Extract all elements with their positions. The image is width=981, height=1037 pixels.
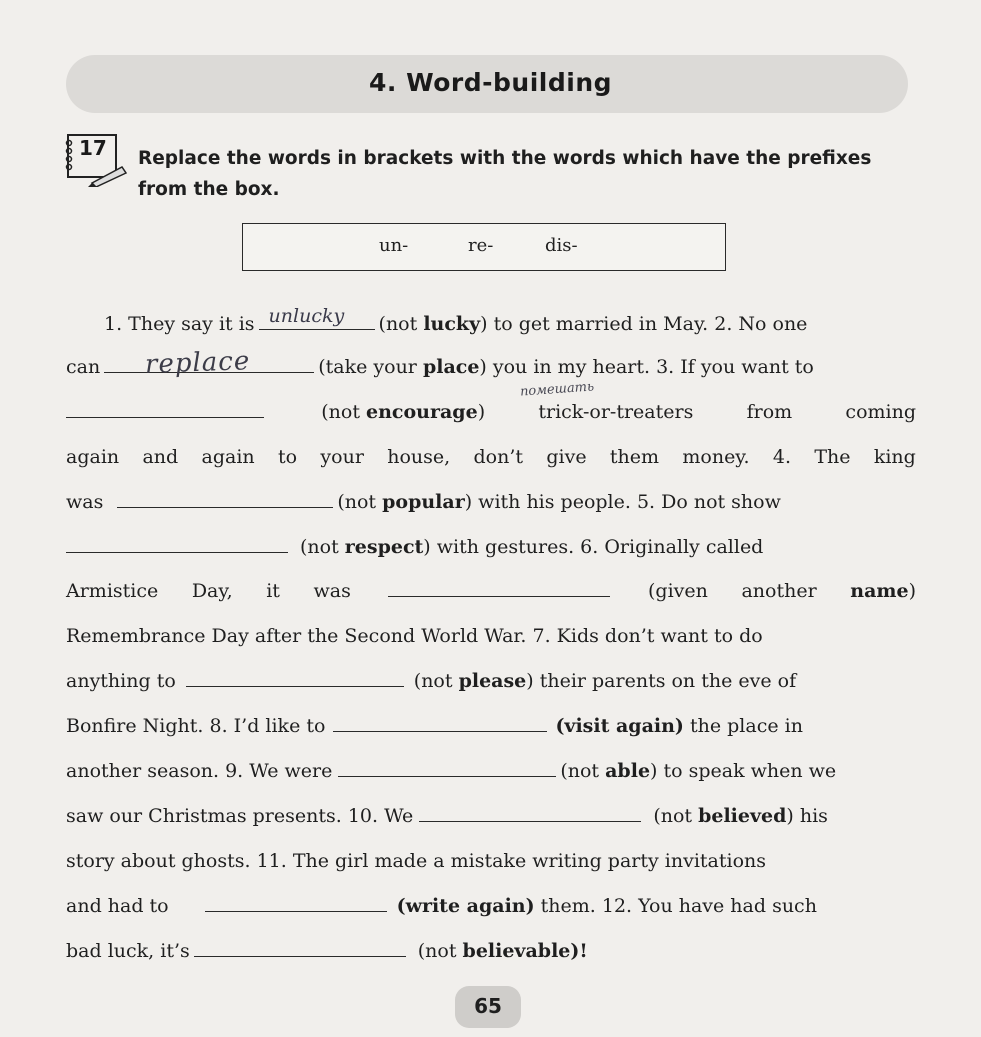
text-line-9 (66, 664, 916, 698)
text-line-3 (66, 395, 916, 429)
text-segment: another season. 9. We were (66, 760, 333, 782)
text-segment: ) to speak when we (650, 760, 837, 782)
text-segment: ) his (786, 805, 828, 827)
text-segment: anything (66, 670, 151, 692)
text-segment: and (142, 446, 179, 468)
text-segment: trick-or-treaters (538, 401, 694, 423)
text-line-11 (66, 754, 916, 788)
text-segment: ) you in my heart. 3. If you want to (479, 356, 814, 378)
answer-blank-9[interactable] (338, 754, 556, 777)
text-segment: (not (417, 940, 457, 962)
text-segment: (not (337, 491, 377, 513)
prefix-un: un- (379, 235, 409, 256)
text-segment: Day, (191, 580, 233, 602)
handwritten-note: помешать (519, 379, 595, 400)
key-word: (write again) (396, 895, 535, 917)
key-word: respect (344, 536, 424, 558)
text-segment: money. (682, 446, 750, 468)
text-line-5 (66, 485, 916, 519)
key-word: please (458, 670, 527, 692)
text-segment: to (278, 446, 298, 468)
text-segment: them. 12. You have had such (540, 895, 817, 917)
text-segment: it (266, 580, 280, 602)
exercise-instruction (138, 143, 918, 205)
handwritten-answer-2: replace (144, 346, 251, 380)
handwritten-answer-1: unlucky (268, 305, 345, 327)
section-title: 4. Word-building (368, 68, 613, 97)
key-word: believed (698, 805, 787, 827)
text-segment: bad luck, it’s (66, 940, 190, 962)
text-segment: to (156, 670, 176, 692)
text-segment: don’t (473, 446, 524, 468)
text-segment: ) (908, 580, 916, 602)
text-segment: (not (560, 760, 600, 782)
text-segment: story about ghosts. 11. The girl made a mistake writing party invitations (66, 850, 767, 872)
answer-blank-4[interactable] (117, 485, 333, 508)
text-segment: again (66, 446, 120, 468)
text-segment: can (66, 356, 101, 378)
text-segment: your (320, 446, 364, 468)
text-line-14 (66, 889, 916, 923)
text-segment: king (873, 446, 916, 468)
exercise-number: 17 (79, 136, 107, 160)
answer-blank-11[interactable] (205, 889, 387, 912)
text-segment: coming (845, 401, 916, 423)
instruction-line-2: from the box. (138, 179, 280, 200)
text-line-1 (104, 305, 916, 339)
answer-blank-3[interactable] (66, 395, 264, 418)
text-segment: give (546, 446, 587, 468)
prefix-re: re- (468, 235, 494, 256)
text-line-10 (66, 709, 916, 743)
text-segment: the place in (689, 715, 803, 737)
answer-blank-7[interactable] (186, 664, 404, 687)
text-segment: (not (300, 536, 339, 558)
text-segment: was (66, 491, 104, 513)
text-segment: ) (477, 401, 486, 423)
page-number: 65 (474, 994, 502, 1018)
text-segment: ) with gestures. 6. Originally called (423, 536, 764, 558)
text-segment: and had to (66, 895, 169, 917)
text-segment: ) to get married in May. 2. No one (480, 313, 808, 335)
key-word: able (605, 760, 651, 782)
text-line-6 (66, 530, 916, 564)
key-word: name (850, 580, 909, 602)
text-line-12 (66, 799, 916, 833)
text-line-15 (66, 934, 916, 968)
text-segment: )! (570, 940, 588, 962)
text-segment: another (741, 580, 817, 602)
text-segment: 4. (772, 446, 792, 468)
text-line-8 (66, 619, 916, 653)
text-segment: (not (653, 805, 693, 827)
text-segment: them (609, 446, 660, 468)
text-segment: again (201, 446, 255, 468)
text-segment: (not (378, 313, 418, 335)
key-word: place (422, 356, 480, 378)
answer-blank-8[interactable] (333, 709, 547, 732)
text-line-4 (66, 440, 916, 474)
key-word: popular (382, 491, 465, 513)
text-segment: saw our Christmas presents. 10. We (66, 805, 414, 827)
key-word: encourage (366, 401, 478, 423)
text-segment: ) their parents on the eve of (526, 670, 797, 692)
prefix-dis: dis- (545, 235, 578, 256)
text-segment: (not (413, 670, 453, 692)
key-word: lucky (423, 313, 481, 335)
key-word: believable (462, 940, 571, 962)
text-segment: house, (387, 446, 451, 468)
answer-blank-6[interactable] (388, 574, 610, 597)
text-segment: The (814, 446, 851, 468)
text-segment: (given (648, 580, 708, 602)
prefix-box (242, 223, 726, 271)
text-line-7 (66, 574, 916, 608)
answer-blank-1[interactable] (259, 305, 375, 330)
text-segment: (take your (318, 356, 417, 378)
text-line-13 (66, 844, 916, 878)
text-segment: 1. They say it is (104, 313, 255, 335)
text-segment: was (313, 580, 351, 602)
text-segment: Remembrance Day after the Second World War. 7. Kids don’t want to do (66, 625, 763, 647)
answer-blank-10[interactable] (419, 799, 641, 822)
text-segment: (not (321, 401, 360, 423)
text-segment: Armistice (66, 580, 159, 602)
text-segment: ) with his people. 5. Do not show (464, 491, 781, 513)
text-segment: from (746, 401, 793, 423)
answer-blank-12[interactable] (194, 934, 406, 957)
instruction-line-1: Replace the words in brackets with the words which have the prefixes (138, 148, 872, 169)
answer-blank-5[interactable] (66, 530, 288, 553)
text-segment: Bonfire Night. 8. I’d like to (66, 715, 326, 737)
key-word: (visit again) (555, 715, 684, 737)
